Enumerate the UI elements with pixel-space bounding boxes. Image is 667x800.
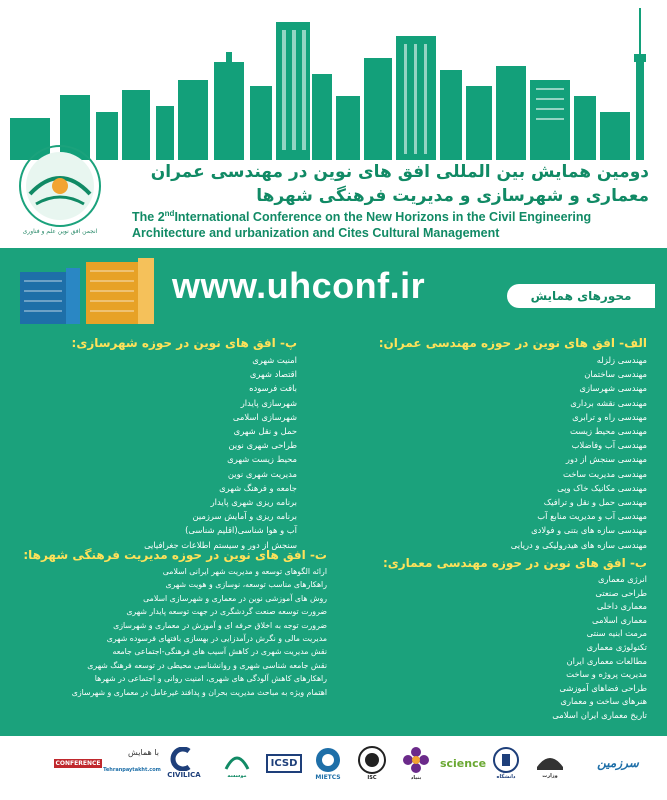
list-item: مهندسی مدیریت ساخت	[563, 468, 647, 479]
list-item: شهرسازی پایدار	[240, 397, 297, 408]
title-english-line2: Architecture and urbanization and Cites Cultural Management	[132, 226, 500, 240]
list-item: سنجش از دور و سیستم اطلاعات جغرافیایی	[144, 539, 297, 550]
list-item: امنیت شهری	[252, 355, 297, 365]
list-item: بافت فرسوده	[249, 383, 297, 394]
list-item: مهندسی محیط زیست	[569, 426, 647, 437]
section-urban-planning	[7, 336, 297, 552]
architecture-topic-list	[347, 573, 647, 723]
ministry-icon	[535, 747, 565, 773]
list-item: مطالعات معماری ایران	[566, 655, 647, 666]
sarzamin-logo: سرزمین	[597, 756, 639, 770]
section-culture-title: ت- افق های نوین در حوزه مدیریت فرهنگی شهرها:	[23, 548, 327, 562]
list-item: محیط زیست شهری	[227, 454, 297, 465]
list-item: مهندسی آب و مدیریت منابع آب	[537, 511, 647, 522]
calligraphy-icon	[222, 747, 252, 773]
list-item: طراحی فضاهای آموزشی	[559, 682, 647, 693]
calligraphy-logo: موسسه	[212, 740, 262, 786]
isc-logo: ISC	[352, 740, 392, 786]
list-item: ارائه الگوهای توسعه و مدیریت شهر ایرانی اسلامی	[162, 567, 327, 576]
list-item: مهندسی حمل و نقل و ترافیک	[543, 497, 647, 508]
icsd-logo: ICSD	[264, 740, 304, 786]
civilica-icon	[167, 747, 201, 771]
list-item: مهندسی مکانیک خاک وپی	[557, 482, 647, 493]
list-item: معماری اسلامی	[592, 614, 647, 625]
civilica-logo: CIVILICA	[158, 740, 210, 786]
list-item: اقتصاد شهری	[249, 369, 297, 380]
title-persian-line2: معماری و شهرسازی و مدیریت فرهنگی شهرها	[256, 186, 649, 206]
list-item: مدیریت مالی و نگرش درآمدزایی در بهسازی بافتهای فرسوده شهری	[106, 634, 327, 644]
isc-icon	[357, 745, 387, 775]
list-item: تکنولوژی معماری	[586, 641, 647, 652]
list-item: آب و هوا شناسی(اقلیم شناسی)	[185, 525, 297, 536]
list-item: مدیریت شهری نوین	[227, 468, 297, 479]
list-item: مهندسی ساختمان	[584, 369, 647, 380]
list-item: تاریخ معماری ایران اسلامی	[552, 709, 647, 720]
list-item: مهندسی سازه های بتنی و فولادی	[531, 525, 647, 536]
list-item: مهندسی آب وفاضلاب	[571, 440, 647, 451]
list-item: جامعه و فرهنگ شهری	[219, 482, 297, 493]
urban-topic-list	[7, 353, 297, 552]
list-item: مهندسی نقشه برداری	[570, 397, 647, 408]
mietcs-logo: MIETCS	[306, 740, 350, 786]
science-logo: science	[439, 756, 487, 770]
culture-topic-list	[7, 565, 327, 699]
section-architecture-title: ب- افق های نوین در حوزه مهندسی معماری:	[382, 556, 647, 570]
list-item: مهندسی راه و ترابری	[572, 411, 647, 422]
section-cultural-management	[7, 548, 327, 699]
section-architecture	[347, 556, 647, 723]
list-item: مهندسی زلزله	[596, 355, 647, 365]
section-civil-title: الف- افق های نوین در حوزه مهندسی عمران:	[378, 336, 647, 350]
flower-logo: بنیاد	[394, 740, 438, 786]
ministry-logo: وزارت	[528, 740, 572, 786]
sponsors-label: با همایش	[128, 748, 159, 757]
conference-logo: CONFERENCE	[55, 759, 101, 767]
list-item: راهکارهای مناسب توسعه، نوسازی و هویت شهری	[165, 580, 327, 590]
list-item: روش های آموزشی نوین در معماری و شهرسازی اسلامی	[143, 593, 327, 603]
list-item: نقش جامعه شناسی شهری و روانشناسی محیطی در توسعه فرهنگ شهری	[87, 660, 327, 670]
flower-icon	[401, 745, 431, 775]
tehranpaytakht-logo: Tehranpaytakht.com	[103, 767, 161, 773]
list-item: انرژی معماری	[597, 574, 647, 584]
list-item: مدیریت پروژه و ساخت	[566, 669, 647, 680]
city-skyline-illustration	[0, 0, 667, 160]
list-item: طراحی صنعتی	[595, 587, 647, 598]
list-item: شهرسازی اسلامی	[232, 411, 297, 422]
list-item: حمل و نقل شهری	[233, 426, 297, 437]
list-item: برنامه ریزی و آمایش سرزمین	[192, 511, 297, 522]
list-item: طراحی شهری نوین	[228, 440, 297, 451]
section-urban-title: پ- افق های نوین در حوزه شهرسازی:	[71, 336, 297, 350]
logo-caption: انجمن افق نوین علم و فناوری	[22, 228, 98, 235]
list-item: معماری داخلی	[596, 601, 647, 612]
list-item: نقش مدیریت شهری در کاهش آسیب های فرهنگی-اجتماعی جامعه	[112, 647, 327, 657]
list-item: برنامه ریزی شهری پایدار	[210, 497, 297, 508]
list-item: مهندسی شهرسازی	[579, 383, 647, 394]
mietcs-icon	[313, 746, 343, 774]
conference-axes-tab: محورهای همایش	[507, 284, 655, 308]
list-item: هنرهای ساخت و معماری	[560, 696, 647, 707]
section-civil-engineering	[347, 336, 647, 552]
university-icon	[492, 746, 520, 774]
list-item: مهندسی سازه های هیدرولیکی و دریایی	[510, 539, 647, 550]
title-english-line1: The 2ndInternational Conference on the New Horizons in the Civil Engineering	[132, 209, 592, 225]
list-item: راهکارهای کاهش آلودگی های شهری، امنیت روانی و اجتماعی در شهرها	[94, 674, 327, 684]
list-item: ضرورت توجه به اخلاق حرفه ای و آموزش در معماری و شهرسازی	[113, 620, 327, 630]
website-url[interactable]: www.uhconf.ir	[172, 265, 426, 306]
list-item: مهندسی سنجش از دور	[565, 454, 647, 465]
civil-topic-list	[347, 353, 647, 552]
university-logo: دانشگاه	[486, 740, 526, 786]
list-item: ضرورت توسعه صنعت گردشگری در جهت توسعه پایدار شهری	[126, 607, 327, 617]
list-item: اهتمام ویژه به مباحث مدیریت بحران و پدافند غیرعامل در معماری و شهرسازی	[71, 687, 327, 697]
buildings-icon	[20, 258, 160, 328]
list-item: مرمت ابنیه سنتی	[586, 628, 647, 639]
title-persian-line1: دومین همایش بین المللی افق های نوین در مهندسی عمران	[150, 162, 649, 182]
